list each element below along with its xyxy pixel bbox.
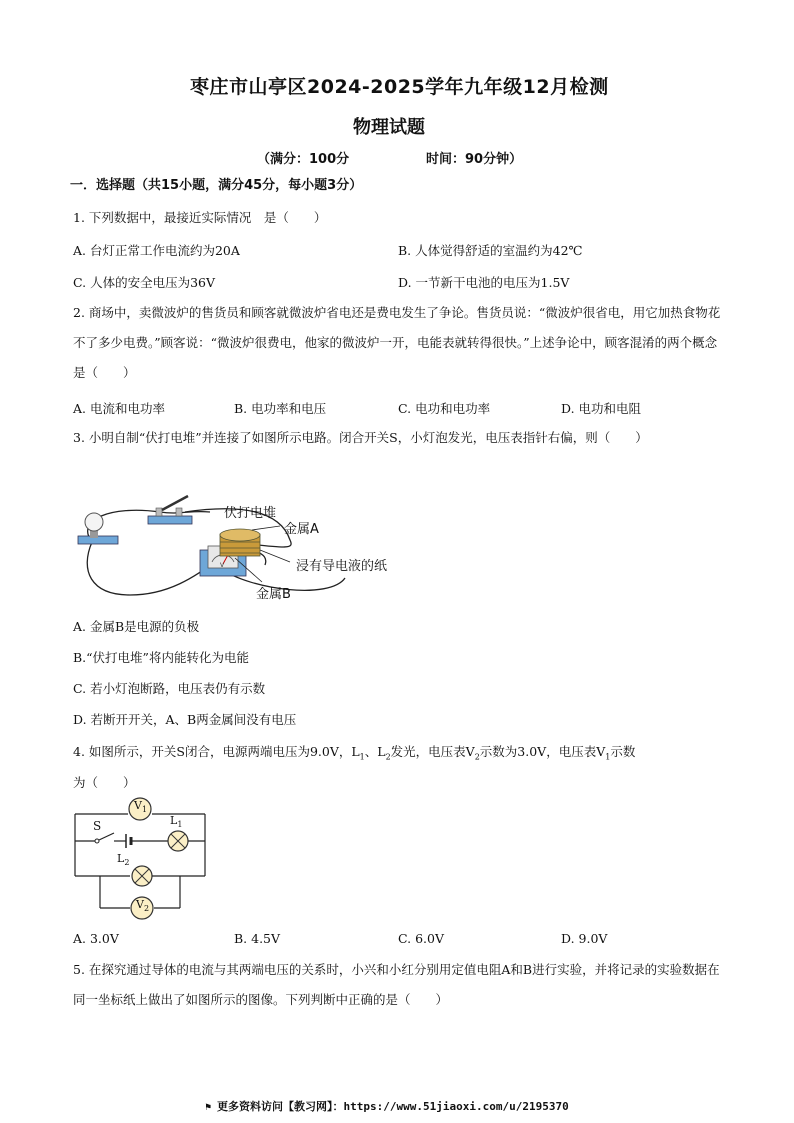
q4-fig-l2-text: L	[117, 852, 125, 865]
q4-circuit-figure	[70, 796, 215, 921]
q1-option-a: A. 台灯正常工作电流约为20A	[73, 243, 240, 258]
q3-option-d: D. 若断开开关，A、B两金属间没有电压	[73, 712, 297, 727]
q4-fig-v2-sub: 2	[143, 904, 150, 914]
time-info: 时间：90分钟）	[426, 152, 523, 167]
q4-fig-v2-text: V	[136, 898, 144, 911]
q4-fig-l1-sub: 1	[177, 820, 183, 830]
q4-option-d: D. 9.0V	[561, 931, 608, 946]
flag-icon: ⚑	[205, 1102, 218, 1113]
q3-circuit-figure	[70, 490, 430, 610]
footer-text: 更多资料访问【教习网】：https://www.51jiaoxi.com/u/2195370	[217, 1100, 569, 1113]
page-title: 枣庄市山亭区2024-2025学年九年级12月检测	[190, 76, 609, 98]
q4-option-a: A. 3.0V	[73, 931, 119, 946]
q3-option-c: C. 若小灯泡断路，电压表仍有示数	[73, 681, 266, 696]
q4-stem-part3: 发光，电压表V	[390, 744, 475, 759]
q4-fig-l2-label	[117, 852, 129, 867]
q3-label-paper: 浸有导电液的纸	[296, 559, 388, 574]
q4-sub-v2: 2	[474, 752, 480, 762]
q5-stem: 5. 在探究通过导体的电流与其两端电压的关系时，小兴和小红分别用定值电阻A和B进行实验，并将记录的实验数据在同一坐标纸上做出了如图所示的图像。下列判断中正确的是（ ）	[73, 962, 720, 1007]
q4-fig-l1-text: L	[170, 814, 178, 827]
q1-option-d: D. 一节新干电池的电压为1.5V	[398, 275, 570, 290]
q2-option-d: D. 电功和电阻	[561, 401, 642, 416]
q4-sub-v1: 1	[605, 752, 611, 762]
q4-fig-v1-text: V	[134, 799, 142, 812]
q4-fig-l2-sub: 2	[124, 858, 130, 868]
q4-stem-line2: 为（ ）	[73, 775, 136, 790]
q3-option-b: B.“伏打电堆”将内能转化为电能	[73, 650, 249, 665]
q4-stem-part2: 、L	[364, 744, 386, 759]
q4-fig-s-label: S	[93, 819, 102, 833]
section-heading: 一．选择题（共15小题，满分45分，每小题3分）	[70, 178, 363, 193]
q3-option-a: A. 金属B是电源的负极	[73, 619, 200, 634]
page-subtitle: 物理试题	[353, 117, 425, 138]
q4-sub-l2: 2	[385, 752, 391, 762]
q3-label-metal-a: 金属A	[284, 522, 319, 537]
q4-stem-part1: 4. 如图所示，开关S闭合，电源两端电压为9.0V，L	[73, 744, 360, 759]
q1-option-c: C. 人体的安全电压为36V	[73, 275, 215, 290]
q4-stem-part5: 示数	[610, 744, 636, 759]
score-info: （满分：100分	[257, 152, 350, 167]
q3-stem: 3. 小明自制“伏打电堆”并连接了如图所示电路。闭合开关S，小灯泡发光，电压表指针右偏，则（ ）	[73, 430, 648, 445]
q1-stem: 1. 下列数据中，最接近实际情况 是（ ）	[73, 210, 327, 225]
q4-fig-l1-label	[170, 814, 182, 829]
q4-fig-v1-label	[134, 799, 147, 814]
q4-option-c: C. 6.0V	[398, 931, 444, 946]
q4-stem-part4: 示数为3.0V，电压表V	[479, 744, 606, 759]
q1-option-b: B. 人体觉得舒适的室温约为42℃	[398, 243, 583, 258]
q4-fig-v1-sub: 1	[141, 805, 148, 815]
q3-label-pile: 伏打电堆	[224, 506, 277, 521]
q4-option-b: B. 4.5V	[234, 931, 281, 946]
q2-option-b: B. 电功率和电压	[234, 401, 327, 416]
q2-stem: 2. 商场中，卖微波炉的售货员和顾客就微波炉省电还是费电发生了争论。售货员说：“微波炉很省电，用它加热食物花不了多少电费。”顾客说：“微波炉很费电，他家的微波炉一开，电能表就转得很快。”上述争论中，顾客混淆的两个概念是（ ）	[73, 305, 721, 380]
footer-link[interactable]	[205, 1098, 569, 1114]
q3-label-metal-b: 金属B	[256, 587, 291, 602]
q4-sub-l1: 1	[359, 752, 365, 762]
q2-option-a: A. 电流和电功率	[73, 401, 165, 416]
q4-fig-v2-label	[136, 898, 149, 913]
q2-option-c: C. 电功和电功率	[398, 401, 491, 416]
q4-stem-line1	[73, 742, 635, 762]
q3-voltmeter-label: V	[220, 562, 225, 569]
